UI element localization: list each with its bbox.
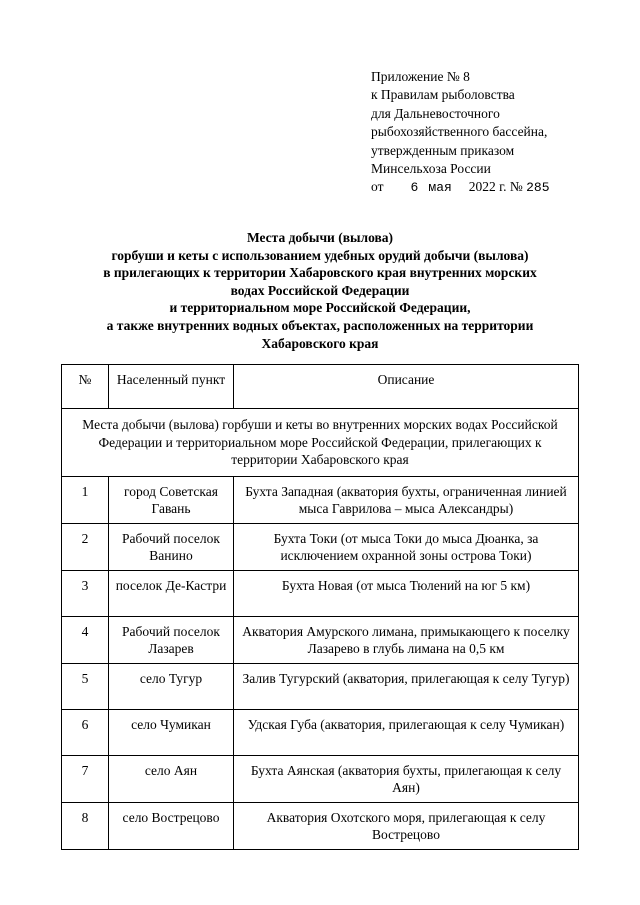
title-line: Места добычи (вылова) — [246, 230, 394, 245]
title-line: горбуши и кеты с использованием удебных орудий добычи (вылова) — [111, 247, 529, 263]
appendix-line: Минсельхоза России — [371, 161, 491, 177]
appendix-block — [371, 68, 550, 198]
document-title — [40, 229, 600, 352]
appendix-line: для Дальневосточного — [371, 105, 500, 121]
order-line — [371, 178, 550, 197]
row-description: Акватория Амурского лимана, примыкающего к поселку Лазарево в глубь лимана на 0,5 км — [234, 616, 579, 663]
table-row — [62, 663, 579, 709]
appendix-line: к Правилам рыболовства — [371, 87, 515, 103]
row-town: Рабочий поселок Ванино — [109, 523, 234, 570]
row-description: Удская Губа (акватория, прилегающая к селу Чумикан) — [234, 709, 579, 755]
table-row — [62, 802, 579, 849]
table-section-row — [62, 409, 579, 477]
appendix-line: Приложение № 8 — [371, 69, 470, 84]
order-year: 2022 г. № — [468, 179, 523, 195]
row-num: 3 — [62, 570, 109, 616]
row-description: Бухта Аянская (акватория бухты, прилегающая к селу Аян) — [234, 755, 579, 802]
row-description: Бухта Западная (акватория бухты, ограниченная линией мыса Гаврилова – мыса Александры) — [234, 476, 579, 523]
row-town: село Вострецово — [109, 802, 234, 849]
order-day: 6 — [410, 180, 419, 196]
order-number: 285 — [526, 180, 550, 196]
row-num: 8 — [62, 802, 109, 849]
row-description: Залив Тугурский (акватория, прилегающая к селу Тугур) — [234, 663, 579, 709]
title-line: Хабаровского края — [261, 335, 379, 351]
row-town: село Аян — [109, 755, 234, 802]
appendix-line: рыбохозяйственного бассейна, — [371, 124, 548, 140]
table-row — [62, 476, 579, 523]
title-line: и территориальном море Российской Федерации, — [169, 300, 471, 316]
header-description: Описание — [234, 365, 579, 409]
order-prefix: от — [371, 179, 384, 195]
table-row — [62, 709, 579, 755]
appendix-line: утвержденным приказом — [371, 142, 515, 158]
row-description: Бухта Новая (от мыса Тюлений на юг 5 км) — [234, 570, 579, 616]
row-num: 6 — [62, 709, 109, 755]
header-town: Населенный пункт — [109, 365, 234, 409]
table-row — [62, 570, 579, 616]
table-row — [62, 523, 579, 570]
row-num: 4 — [62, 616, 109, 663]
header-num: № — [62, 365, 109, 409]
row-town: Рабочий поселок Лазарев — [109, 616, 234, 663]
title-line: а также внутренних водных объектах, расположенных на территории — [106, 317, 534, 333]
table-header-row — [62, 365, 579, 409]
table-row — [62, 616, 579, 663]
row-num: 5 — [62, 663, 109, 709]
row-description: Акватория Охотского моря, прилегающая к селу Вострецово — [234, 802, 579, 849]
row-town: город Советская Гавань — [109, 476, 234, 523]
row-num: 7 — [62, 755, 109, 802]
fishing-places-table — [61, 364, 579, 850]
title-line: водах Российской Федерации — [230, 282, 410, 298]
row-num: 2 — [62, 523, 109, 570]
row-town: поселок Де-Кастри — [109, 570, 234, 616]
row-description: Бухта Токи (от мыса Токи до мыса Дюанка, за исключением охранной зоны острова Токи) — [234, 523, 579, 570]
section-title: Места добычи (вылова) горбуши и кеты во внутренних морских водах Российской Федерации и территориальном море Российской Федерации, прилегающих к территории Хабаровского края — [62, 409, 579, 477]
table-row — [62, 755, 579, 802]
row-town: село Тугур — [109, 663, 234, 709]
row-num: 1 — [62, 476, 109, 523]
title-line: в прилегающих к территории Хабаровского края внутренних морских — [103, 265, 537, 281]
order-month: мая — [428, 180, 452, 196]
row-town: село Чумикан — [109, 709, 234, 755]
